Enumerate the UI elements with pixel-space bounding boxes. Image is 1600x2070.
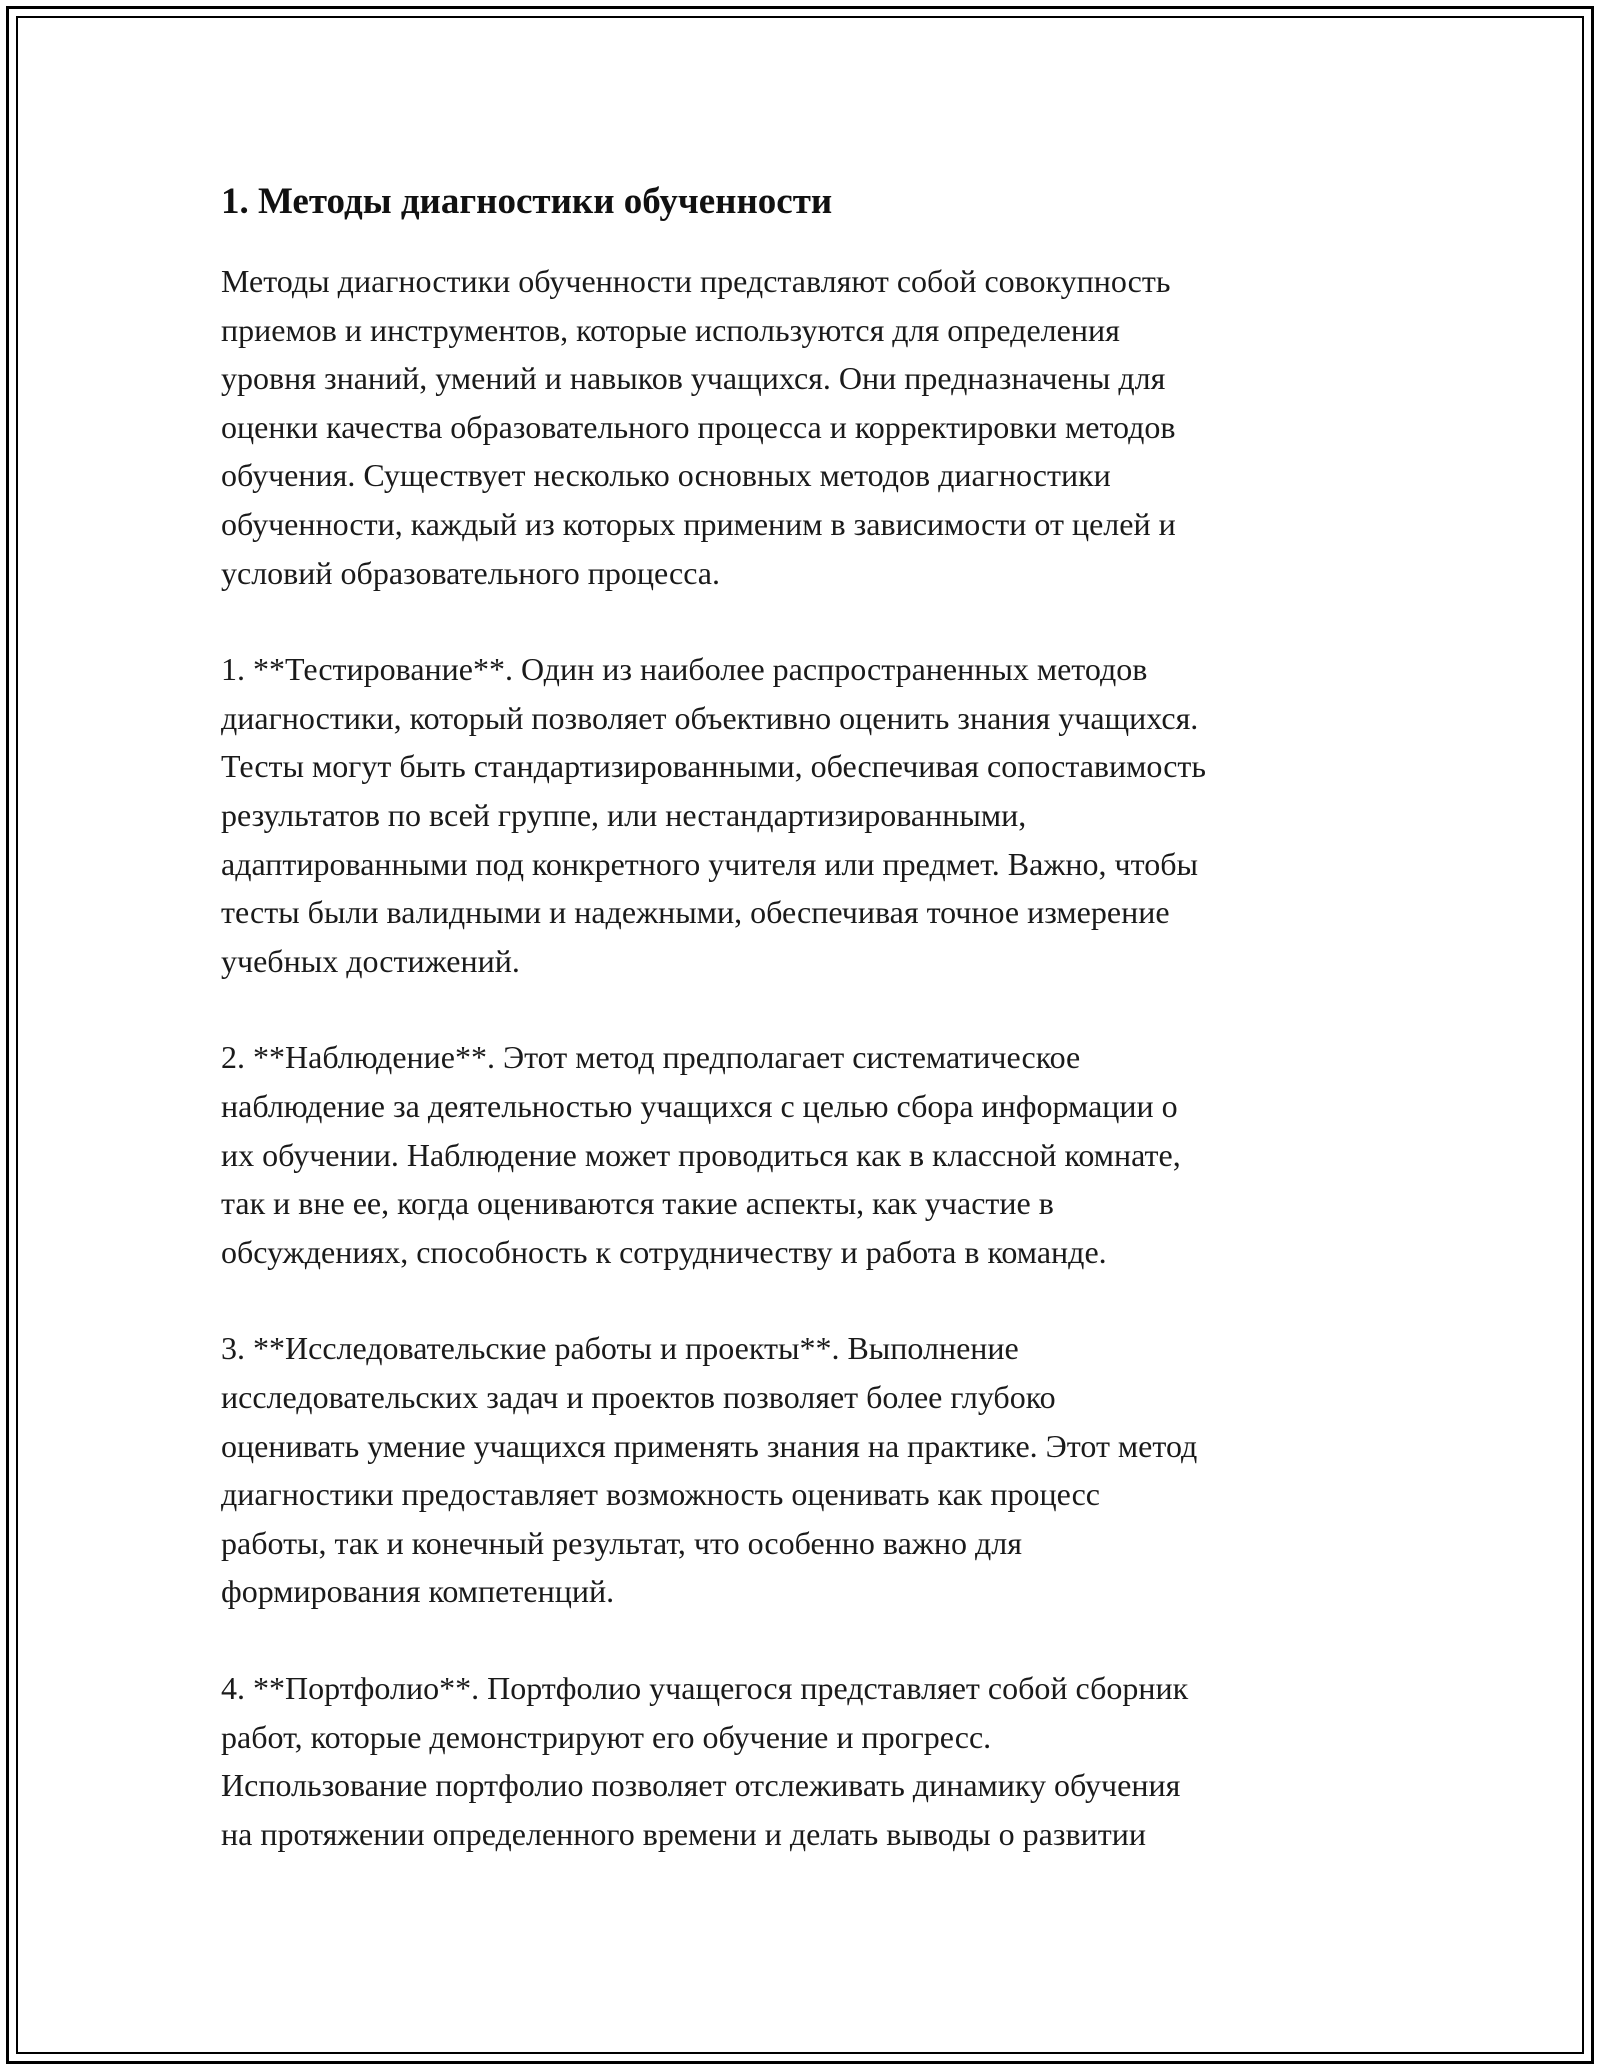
paragraph-research-projects: 3. **Исследовательские работы и проекты**. Выполнение исследовательских задач и проектов позволяет более глубоко оценивать умение учащихся применять знания на практике. Этот метод диагностики предоставляет возможность оценивать как процесс работы, так и конечный результат, что особенно важно для формирования компетенций. (221, 1330, 1198, 1610)
document-body (221, 178, 1401, 1906)
page-title: 1. Методы диагностики обученности (221, 181, 833, 222)
paragraph-portfolio: 4. **Портфолио**. Портфолио учащегося представляет собой сборник работ, которые демонстрируют его обучение и прогресс. Использование портфолио позволяет отслеживать динамику обучения на протяжении определенного времени и делать выводы о развитии (221, 1669, 1189, 1852)
intro-paragraph: Методы диагностики обученности представляют собой совокупность приемов и инструментов, которые используются для определения уровня знаний, умений и навыков учащихся. Они предназначены для оценки качества образовательного процесса и корректировки методов обучения. Существует несколько основных методов диагностики обученности, каждый из которых применим в зависимости от целей и условий образовательного процесса. (221, 263, 1176, 591)
paragraph-observation: 2. **Наблюдение**. Этот метод предполагает систематическое наблюдение за деятельностью учащихся с целью сбора информации о их обучении. Наблюдение может проводиться как в классной комнате, так и вне ее, когда оцениваются такие аспекты, как участие в обсуждениях, способность к сотрудничеству и работа в команде. (221, 1039, 1181, 1270)
paragraph-testing: 1. **Тестирование**. Один из наиболее распространенных методов диагностики, который позволяет объективно оценить знания учащихся. Тесты могут быть стандартизированными, обеспечивая сопоставимость результатов по всей группе, или нестандартизированными, адаптированными под конкретного учителя или предмет. Важно, чтобы тесты были валидными и надежными, обеспечивая точное измерение учебных достижений. (221, 651, 1206, 979)
